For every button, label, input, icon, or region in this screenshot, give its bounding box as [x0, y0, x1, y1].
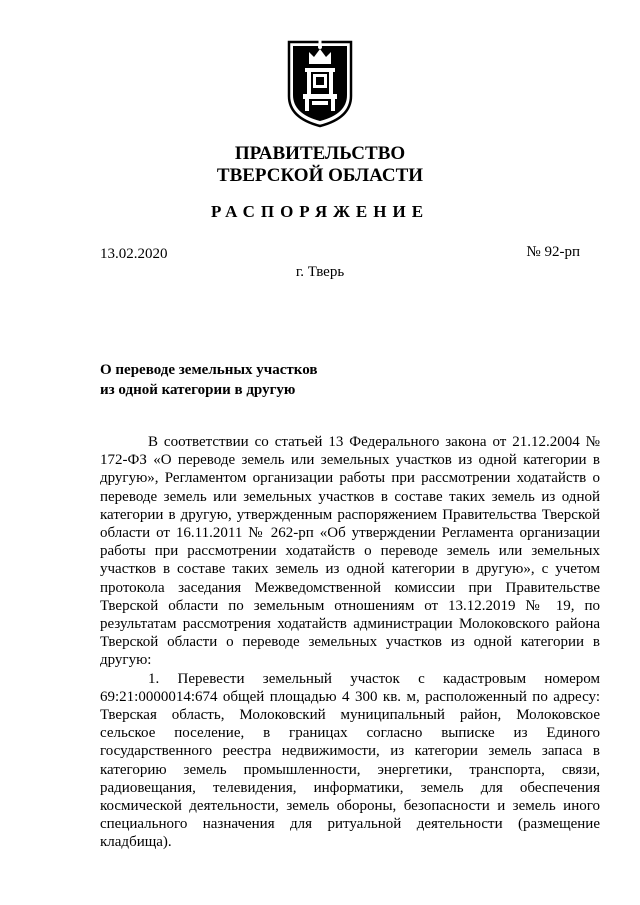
document-type: РАСПОРЯЖЕНИЕ: [210, 202, 430, 221]
org-name-line2: ТВЕРСКОЙ ОБЛАСТИ: [216, 165, 424, 186]
subject-line1: О переводе земельных участков: [100, 362, 318, 378]
tver-coat-of-arms-icon: [285, 38, 355, 128]
org-name-line1: ПРАВИТЕЛЬСТВО: [234, 143, 406, 164]
subject-line2: из одной категории в другую: [100, 382, 296, 398]
document-city: г. Тверь: [295, 264, 345, 280]
document-date: 13.02.2020: [100, 246, 168, 262]
item-1-paragraph: 1. Перевести земельный участок с кадастровым номером 69:21:0000014:674 общей площадью 4 300 кв. м, расположенный по адресу: Тверская область, Молоковский муниципальный район, Молоковское сельское поселение, в границах согласно выписке из Единого государственного реестра недвижимости, из категории земель запаса в категорию земель промышленности, энергетики, транспорта, связи, радиовещания, телевидения, информатики, земель для обеспечения космической деятельности, земель обороны, безопасности и земель иного специального назначения для ритуальной деятельности (размещение кладбища).: [100, 670, 600, 851]
document-subject: [100, 360, 400, 400]
preamble-paragraph: В соответствии со статьей 13 Федерального закона от 21.12.2004 № 172-ФЗ «О переводе земель или земельных участков из одной категории в другую», Регламентом организации работы при рассмотрении ходатайств о переводе земель или земельных участков в составе таких земель из одной категории в другую, утвержденным распоряжением Правительства Тверской области от 16.11.2011 № 262-рп «Об утверждении Регламента организации работы при рассмотрении ходатайств о переводе земель или земельных участков в составе таких земель из одной категории в другую», с учетом протокола заседания Межведомственной комиссии при Правительстве Тверской области по земельным отношениям от 13.12.2019 № 19, по результатам рассмотрения ходатайств администрации Молоковского района Тверской области о переводе земельных участков из одной категории в другую:: [100, 434, 600, 669]
document-body: [100, 433, 600, 852]
document-number: № 92-рп: [526, 244, 580, 260]
